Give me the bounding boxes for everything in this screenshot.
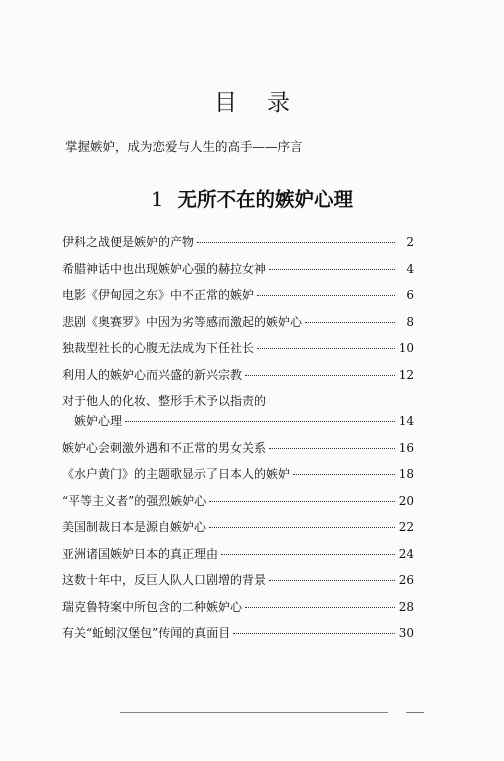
preface-entry: 掌握嫉妒，成为恋爱与人生的高手——序言	[65, 139, 303, 154]
toc-entry	[62, 492, 414, 519]
toc-entry-title: 这数十年中，反巨人队人口剧增的背景	[62, 573, 267, 587]
toc-entry-page: 16	[398, 440, 414, 455]
footer-rule-mark	[406, 712, 424, 713]
table-of-contents	[62, 233, 414, 651]
leader-dots	[257, 348, 395, 349]
toc-entry	[62, 339, 414, 366]
toc-entry-page: 2	[406, 235, 414, 249]
toc-entry-page: 4	[406, 261, 414, 276]
toc-entry-title: 嫉妒心理	[74, 414, 123, 428]
leader-dots	[269, 580, 395, 581]
leader-dots	[305, 322, 395, 323]
chapter-title: 无所不在的嫉妒心理	[177, 188, 353, 211]
toc-entry-page: 6	[406, 288, 414, 302]
toc-entry	[62, 439, 414, 466]
toc-entry	[62, 545, 414, 572]
toc-entry-page: 26	[398, 573, 414, 587]
leader-dots	[197, 242, 395, 243]
leader-dots	[233, 633, 395, 634]
toc-entry-title: 美国制裁日本是源自嫉妒心	[62, 520, 207, 534]
toc-entry-title: “平等主义者”的强烈嫉妒心	[62, 493, 207, 508]
toc-entry-title: 伊科之战便是嫉妒的产物	[62, 235, 195, 249]
toc-entry-page: 30	[398, 626, 414, 640]
toc-entry	[62, 598, 414, 625]
toc-entry	[62, 366, 414, 393]
leader-dots	[209, 527, 395, 528]
leader-dots	[209, 501, 395, 502]
toc-entry-title: 利用人的嫉妒心而兴盛的新兴宗教	[62, 367, 243, 382]
leader-dots	[269, 448, 395, 449]
toc-entry-title: 《水户黄门》的主题歌显示了日本人的嫉妒	[62, 467, 291, 481]
toc-entry-page: 12	[398, 367, 414, 382]
leader-dots	[221, 554, 395, 555]
toc-entry-title: 有关“蚯蚓汉堡包”传闻的真面目	[62, 626, 231, 640]
toc-entry-title: 亚洲诸国嫉妒日本的真正理由	[62, 546, 219, 561]
toc-entry	[62, 624, 414, 651]
chapter-heading	[0, 184, 504, 212]
toc-entry-page: 20	[398, 493, 414, 508]
toc-entry-title: 对于他人的化妆、整形手术予以指责的	[62, 394, 267, 408]
leader-dots	[245, 607, 395, 608]
toc-entry	[62, 233, 414, 260]
toc-entry-page: 24	[398, 546, 414, 561]
toc-entry-title: 嫉妒心会刺激外遇和不正常的男女关系	[62, 440, 267, 455]
leader-dots	[125, 421, 395, 422]
toc-entry-page: 18	[398, 467, 414, 481]
toc-entry	[62, 465, 414, 492]
toc-entry	[62, 260, 414, 287]
page-title: 目录	[214, 90, 320, 116]
toc-entry-page: 28	[398, 599, 414, 614]
toc-entry-title: 悲剧《奥赛罗》中因为劣等感而激起的嫉妒心	[62, 314, 303, 329]
toc-entry-title: 电影《伊甸园之东》中不正常的嫉妒	[62, 288, 255, 302]
leader-dots	[257, 295, 395, 296]
toc-entry-title: 希腊神话中也出现嫉妒心强的赫拉女神	[62, 261, 267, 276]
leader-dots	[269, 269, 395, 270]
toc-entry	[62, 412, 414, 439]
footer-rule	[120, 712, 388, 713]
toc-entry	[62, 313, 414, 340]
leader-dots	[245, 375, 395, 376]
toc-entry-page: 8	[406, 314, 414, 329]
toc-entry-title: 独裁型社长的心腹无法成为下任社长	[62, 341, 255, 355]
toc-entry-page: 10	[398, 341, 414, 355]
toc-entry	[62, 286, 414, 313]
toc-entry-title: 瑞克鲁特案中所包含的二种嫉妒心	[62, 599, 243, 614]
leader-dots	[293, 474, 395, 475]
toc-entry	[62, 571, 414, 598]
chapter-number: 1	[151, 188, 164, 211]
toc-entry	[62, 518, 414, 545]
toc-entry-wrapped	[62, 392, 414, 412]
toc-entry-page: 22	[398, 520, 414, 534]
toc-entry-page: 14	[398, 414, 414, 428]
